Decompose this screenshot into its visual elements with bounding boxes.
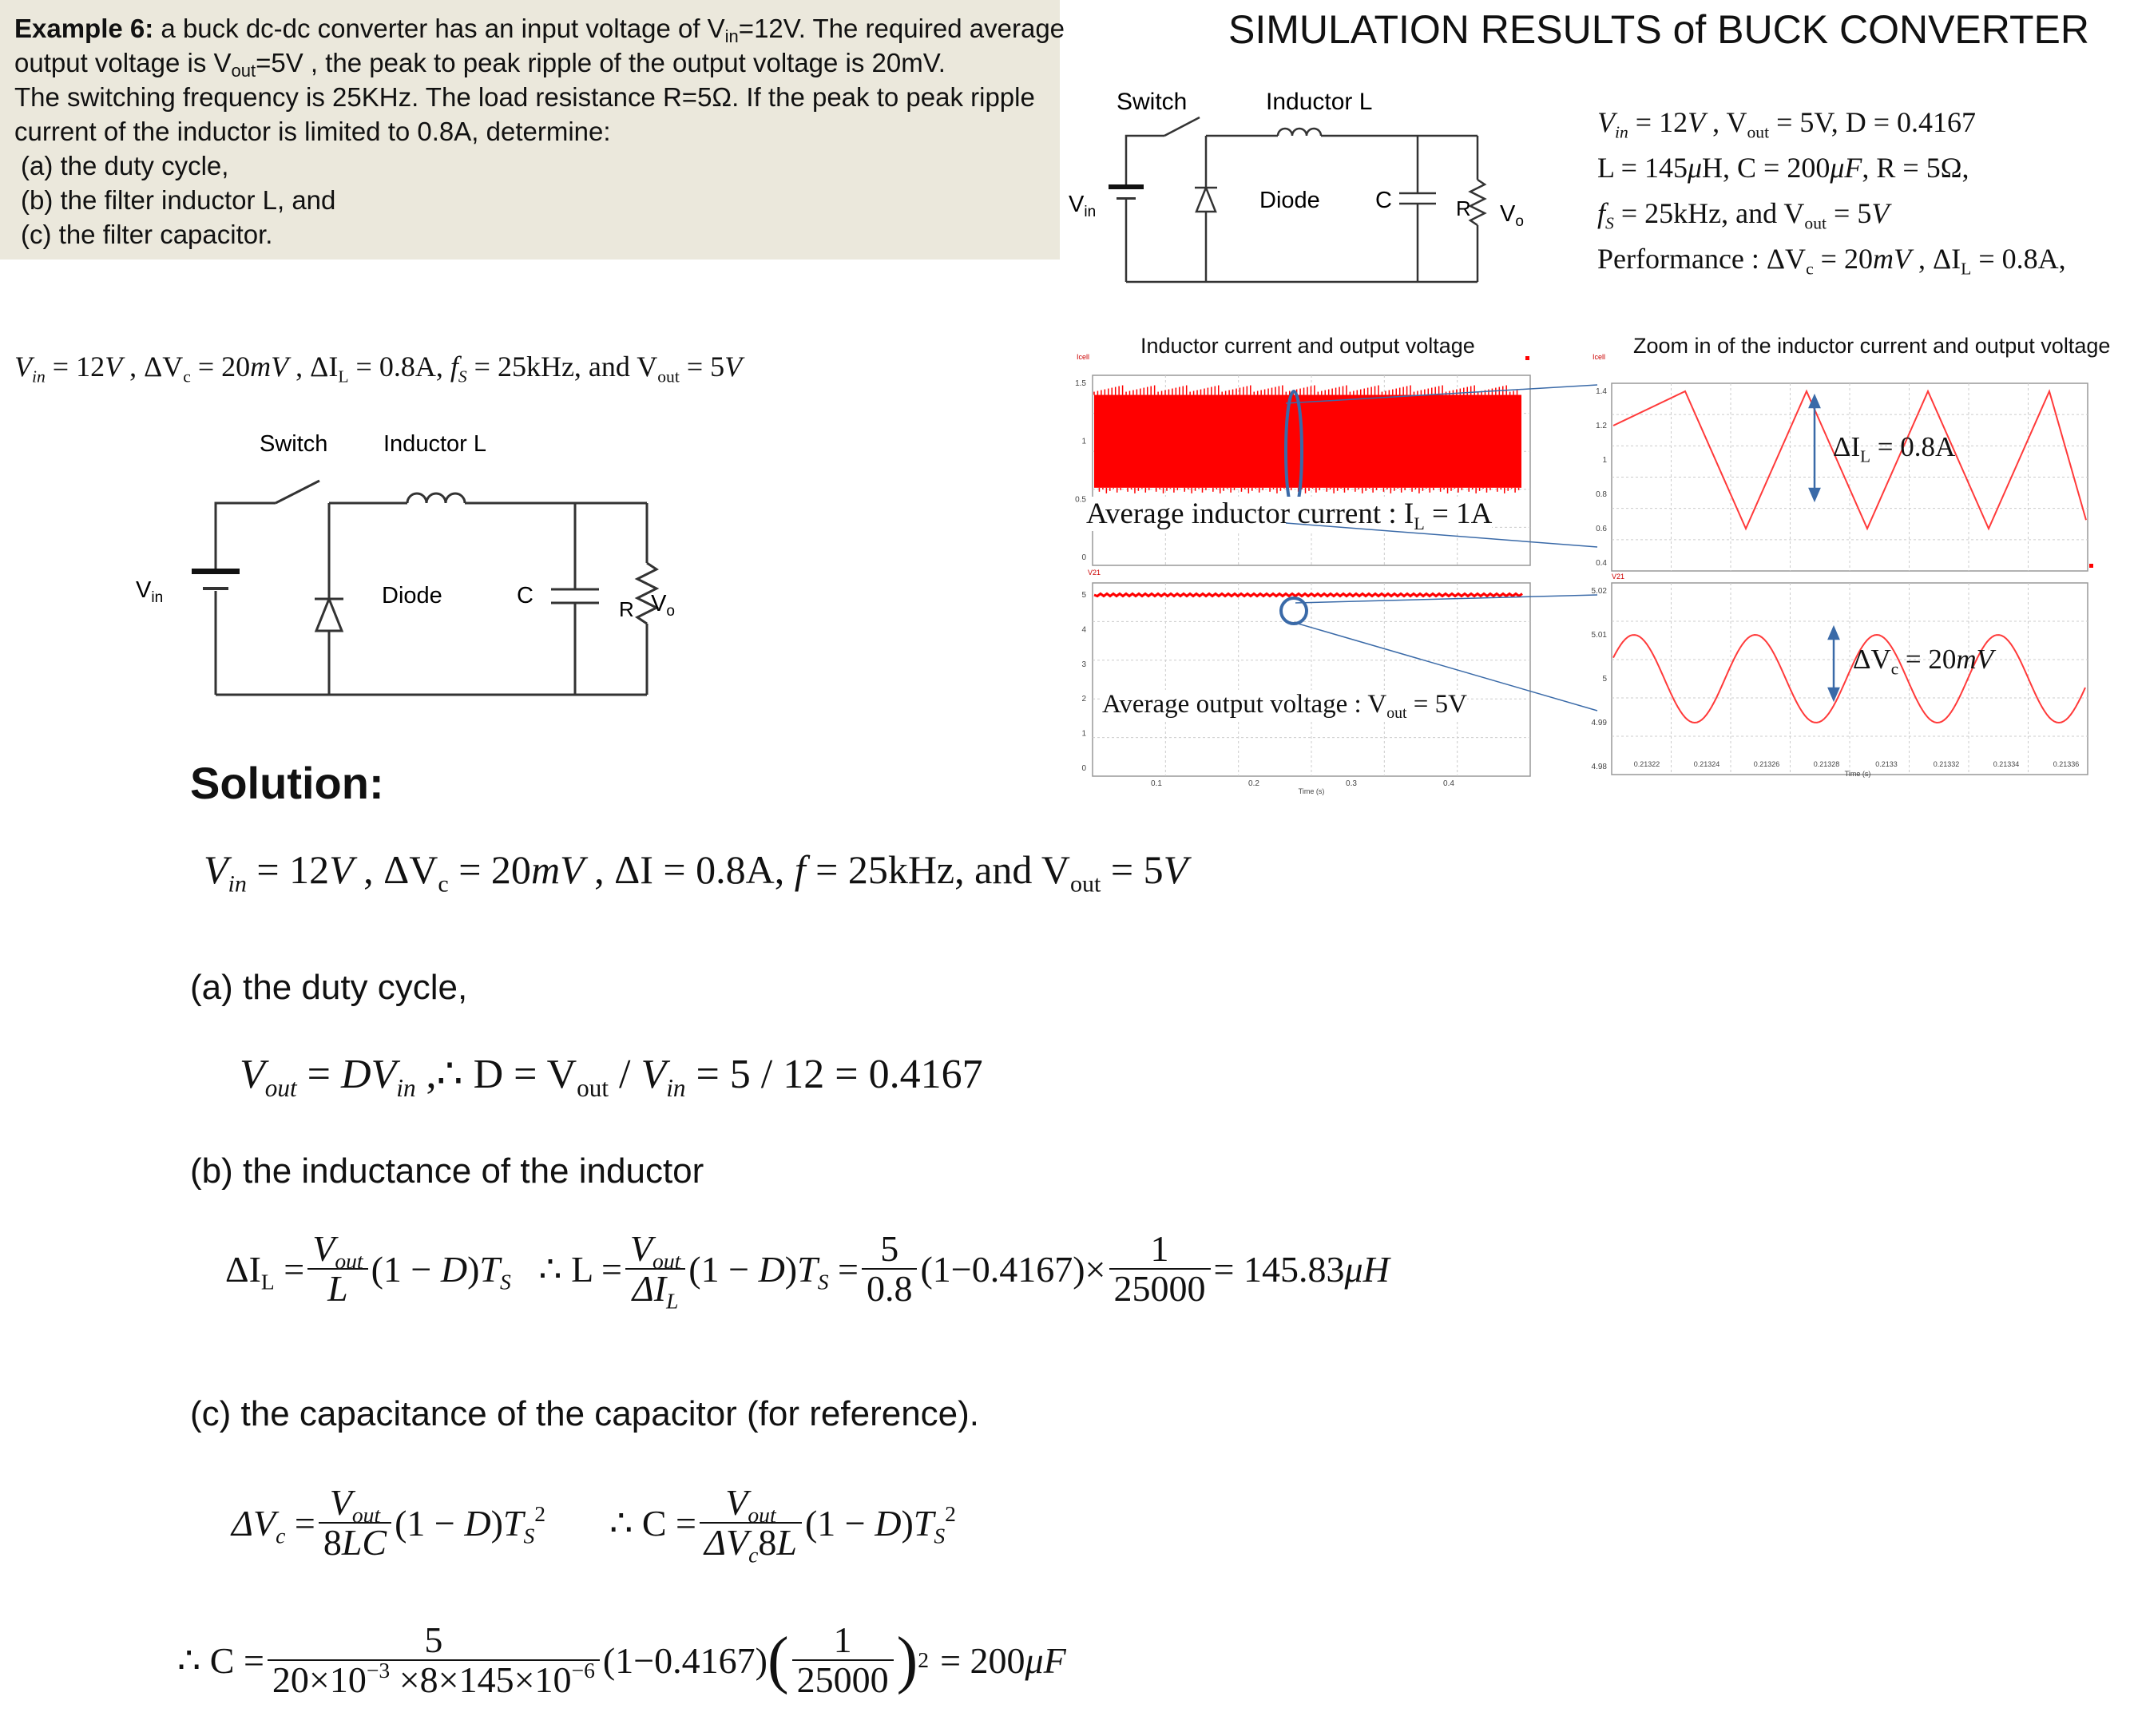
chart2-ytick: 0.6 <box>1596 525 1607 533</box>
param-line-4: Performance : $\Delta V_c = 20mV$ , $\Delta I_L = 0.8A$, <box>1597 243 2066 279</box>
chart1-xtick: 0.2 <box>1248 779 1259 788</box>
chart2-xtick: 0.21324 <box>1693 760 1720 768</box>
chart1-ytick: 4 <box>1081 625 1086 635</box>
part-b-heading: (b) the inductance of the inductor <box>190 1151 704 1191</box>
diode-icon <box>316 599 342 631</box>
chart2-ytick: 0.4 <box>1596 559 1607 568</box>
label-vin: $V_{in}$ <box>136 577 164 606</box>
chart2-ytick: 5.02 <box>1591 587 1607 596</box>
example-line-5: (a) the duty cycle, <box>21 151 229 180</box>
chart1-ytick: 0 <box>1081 553 1086 562</box>
label-res-right: R <box>1456 196 1471 220</box>
chart1-tag-upper: Icell <box>1077 353 1090 361</box>
chart2-annotation-voltage: $\Delta V_c = 20mV$ <box>1853 644 1994 679</box>
chart2-title: Zoom in of the inductor current and output voltage <box>1633 334 2111 358</box>
chart1-tag-lower: V21 <box>1088 569 1101 577</box>
chart1-xlabel: Time (s) <box>1298 787 1325 795</box>
label-capacitor: C <box>517 583 533 608</box>
chart2-ytick: 5.01 <box>1591 631 1607 640</box>
equation-capacitor-formula: $\Delta V_c$ = $\frac{V_{out}}{8LC}$ $(1 - D)T_S^2$ ∴ C = $\frac{V_{out}}{\Delta V_c8L}$ $(1 - D)T_S^2$ <box>232 1482 956 1568</box>
battery-long-plate <box>192 569 240 574</box>
part-c-heading: (c) the capacitance of the capacitor (for reference). <box>190 1394 980 1433</box>
chart2-tag-lower: V21 <box>1612 573 1625 581</box>
chart2-xlabel: Time (s) <box>1844 770 1871 778</box>
battery-short-plate <box>203 587 228 590</box>
example-line-3: The switching frequency is 25KHz. The load resistance R=5Ω. If the peak to peak ripple <box>14 82 1035 112</box>
equation-duty-cycle: $V_{out} = DV_{in}$ ,∴ $D = V_{out} / V_{in} = 5 / 12 = 0.4167$ <box>240 1052 983 1102</box>
part-a-heading: (a) the duty cycle, <box>190 968 468 1007</box>
chart2-tag-upper: Icell <box>1593 353 1606 361</box>
chart2-ytick: 1.4 <box>1596 387 1607 396</box>
chart2-xtick: 0.21326 <box>1753 760 1780 768</box>
chart1-ytick: 5 <box>1081 591 1086 600</box>
label-diode-right: Diode <box>1259 188 1320 213</box>
label-vin-right: $V_{in}$ <box>1069 192 1097 220</box>
chart2-ytick: 1.2 <box>1596 422 1607 430</box>
chart2-ytick: 4.99 <box>1591 719 1607 727</box>
chart2-ytick: 4.98 <box>1591 763 1607 771</box>
zoom-connector-lines <box>1278 375 1613 719</box>
chart1-ytick: 3 <box>1081 660 1086 669</box>
chart2-xtick: 0.21322 <box>1633 760 1660 768</box>
given-left: $V_{in} = 12V$ , $\Delta V_c = 20mV$ , $\Delta I_L = 0.8A$, $f_S = 25kHz$, and $V_{out} = 5V$ <box>14 351 743 386</box>
label-resistor: R <box>619 597 634 621</box>
chart1-ytick: 0.5 <box>1075 495 1086 505</box>
chart1-ytick: 2 <box>1081 695 1086 704</box>
param-line-3: $f_S = 25kHz$, and $V_{out} = 5V$ <box>1597 197 1890 233</box>
chart2-ytick: 5 <box>1602 675 1607 684</box>
buck-circuit-right <box>1062 84 1557 291</box>
chart1-ytick: 1 <box>1081 437 1086 446</box>
chart1-annotation-voltage: Average output voltage : $V_{out} = 5V$ <box>1102 690 1467 722</box>
equation-capacitor-value: ∴ C = $\frac{5}{20\times 10^{-3} \times 8\times 145\times 10^{-6}}$ (1−0.4167) ( $\frac{1}{25000}$ ) 2 = 200μF <box>177 1619 1066 1701</box>
chart2-xtick: 0.2133 <box>1875 760 1898 768</box>
chart1-xtick: 0.3 <box>1346 779 1357 788</box>
solution-given: $V_{in} = 12V$ , $\Delta V_c = 20mV$ , ΔI = 0.8A, f = 25kHz, and $V_{out} = 5V$ <box>204 847 1188 898</box>
chart2-xtick: 0.21328 <box>1813 760 1840 768</box>
example-line-4: current of the inductor is limited to 0.8A, determine: <box>14 117 611 146</box>
example-line-6: (b) the filter inductor L, and <box>21 185 336 215</box>
chart2-ytick: 0.8 <box>1596 490 1607 499</box>
label-switch: Switch <box>260 431 328 457</box>
equation-inductor: $\Delta I_L$ = $\frac{V_{out}}{L}$ $(1 - D)T_S$ ∴ L = $\frac{V_{out}}{\Delta I_L}$ $(1 - D)T_S$ = $\frac{5}{0.8}$ (1−0.4167)× $\frac{1}{25000}$ = 145.83μH <box>225 1228 1390 1314</box>
label-switch-right: Switch <box>1117 89 1188 115</box>
chart2-xtick: 0.21336 <box>2053 760 2080 768</box>
chart1-ytick: 1 <box>1081 729 1086 739</box>
chart1-ytick: 0 <box>1081 764 1086 773</box>
param-line-1: $V_{in} = 12V$ , $V_{out} = 5V$, D = 0.4167 <box>1597 106 1977 142</box>
chart1-annotation-current: Average inductor current : $I_L = 1A$ <box>1086 497 1493 533</box>
chart2-annotation-current: $\Delta I_L = 0.8A$ <box>1833 431 1956 466</box>
chart1-xtick: 0.4 <box>1443 779 1454 788</box>
chart2-xtick: 0.21334 <box>1993 760 2020 768</box>
param-line-2: L = 145μH, C = 200μF, R = 5Ω, <box>1597 152 1969 184</box>
label-vo: $V_o$ <box>651 591 675 620</box>
chart1-title: Inductor current and output voltage <box>1140 334 1475 358</box>
parameters-block <box>1597 100 2066 282</box>
chart-zoom-inductor-current-output-voltage <box>1589 351 2100 799</box>
example-box <box>0 0 1065 260</box>
chart2-xtick: 0.21332 <box>1933 760 1960 768</box>
label-diode: Diode <box>382 583 442 608</box>
label-cap-right: C <box>1375 188 1392 213</box>
label-vo-right: $V_o$ <box>1500 201 1524 230</box>
example-line-7: (c) the filter capacitor. <box>21 220 273 249</box>
simulation-title: SIMULATION RESULTS of BUCK CONVERTER <box>1228 7 2089 52</box>
label-inductor-right: Inductor L <box>1266 89 1373 115</box>
solution-heading: Solution: <box>190 758 384 808</box>
label-inductor: Inductor L <box>383 431 486 457</box>
example-line-1: Example 6: a buck dc-dc converter has an input voltage of $V_{in}=12V$. The required average <box>14 14 1065 46</box>
chart1-xtick: 0.1 <box>1151 779 1162 788</box>
example-line-2: output voltage is $V_{out}=5V$ , the peak to peak ripple of the output voltage is 20mV. <box>14 48 946 81</box>
chart1-ytick: 1.5 <box>1075 379 1086 388</box>
buck-circuit-left <box>120 431 679 719</box>
chart2-ytick: 1 <box>1602 456 1607 465</box>
